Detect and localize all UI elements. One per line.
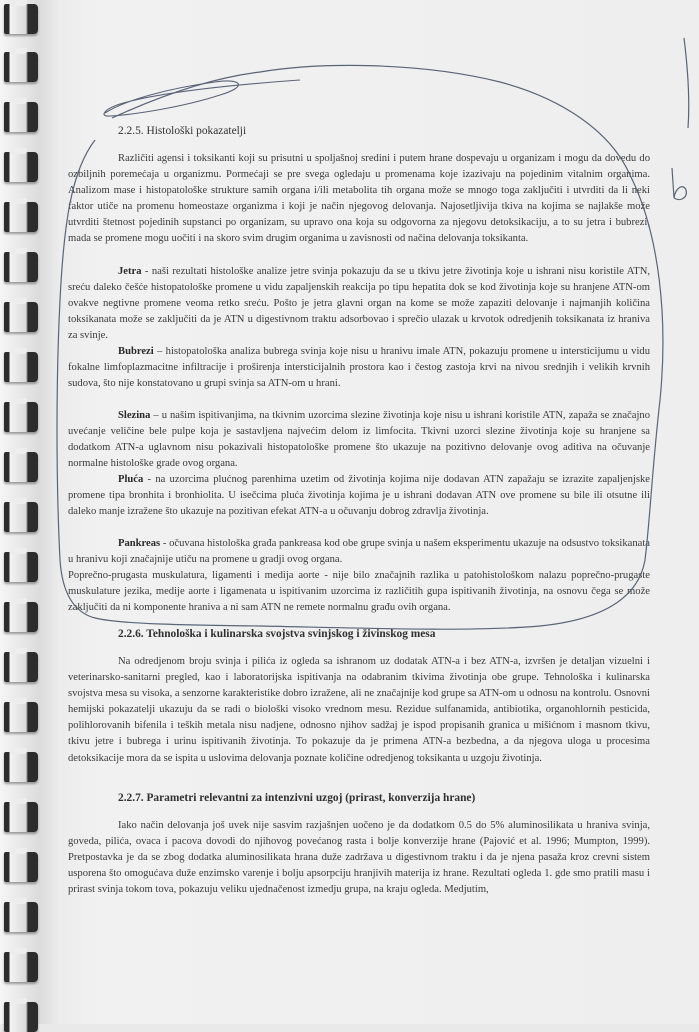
paragraph-text: - na uzorcima plućnog parenhima uzetim od životinja kojima nije dodavan ATN zapažaju se izrazite zapaljenjske promene tipa bronhita i bronhiolita. U isečcima pluća životinja kojima je u ishrani dodavan ATN ove promene su bile ili otsutne ili daleko manje izražene što ukazuje na pozitivan efekat ATN-a u očuvanju dobrog zdravlja životinja. [68, 474, 650, 518]
binding-ring [4, 952, 38, 982]
binding-ring [4, 452, 38, 482]
paragraph-parametri [68, 818, 650, 898]
keyword-pankreas: Pankreas [118, 538, 161, 549]
section-heading-2-2-5: 2.2.5. Histološki pokazatelji [118, 125, 247, 137]
paragraph-jetra [68, 264, 650, 344]
paragraph-tehnoloska [68, 654, 650, 767]
paragraph-text: Različiti agensi i toksikanti koji su prisutni u spoljašnoj sredini i putem hrane dospevaju u organizam i mogu da dovedu do ozbiljnih poremećaja u organizmu. Pormećaji se pre svega ogledaju u promenama koje izazivaju na pojedinim vitalnim organima. Analizom mase i histopatološke strukture samih organa i/ili metabolita tih organa može se mnogo toga zaključiti i utvrditi da li neki faktor utiče na promenu homeostaze organizma i koji je način njegovog delovanja. Najosetljivija tkiva na kojima se najlakše može utvrditi štetnost pojedinih supstanci po organizam, su upravo ona koja su odgovorna za njegovu detoksikaciju, a to su jetra i bubrezi, mada se promene mogu uočiti i na skoro svim drugim organima u zavisnosti od načina delovanja toksikanta. [68, 153, 650, 245]
keyword-jetra: Jetra [118, 266, 142, 277]
paragraph-text: - očuvana histološka građa pankreasa kod obe grupe svinja u našem eksperimentu ukazuje na odsustvo toksikanata u hranivu koji značajnije utiču na promene u gradji ovog organa. [68, 538, 650, 566]
paragraph-text: - naši rezultati histološke analize jetre svinja pokazuju da se u tkivu jetre životinja koje u ishrani nisu koristile ATN, sreću daleko češće histopatološke promene u vidu zapaljenskih reakcija po tipu hepatita dok se kod životinja koje su hranjene ATN-om ovakve negtivne promene veoma retko sreću. Pošto je jetra glavni organ na kome se može zapaziti delovanje i najmanjih količina toksikanata može se zaključiti da je ATN u digestivnom traktu adsorbovao i sprečio ulazak u krvotok odredjenih toksikanata iz hraniva za svinje. [68, 266, 650, 342]
section-heading-2-2-6: 2.2.6. Tehnološka i kulinarska svojstva svinjskog i živinskog mesa [118, 628, 436, 640]
binding-ring [4, 4, 38, 34]
binding-ring [4, 102, 38, 132]
binding-ring [4, 202, 38, 232]
binding-ring [4, 152, 38, 182]
binding-ring [4, 702, 38, 732]
binding-ring [4, 602, 38, 632]
paragraph-text: Poprečno-prugasta muskulatura, ligamenti i medija aorte - nije bilo značajnih razlika u patohistološkom nalazu poprečno-prugaste muskulature jezika, medije aorte i ligamenata u ispitivanim uzorcima iz različitih gupa ispitivanih životinja, na osnovu čega se može zaključiti da ni komponente hraniva a ni sam ATN ne remete normalnu građu ovih organa. [68, 570, 650, 614]
paragraph-muskulatura [68, 568, 650, 616]
binding-ring [4, 352, 38, 382]
binding-ring [4, 252, 38, 282]
keyword-bubrezi: Bubrezi [118, 346, 154, 357]
binding-ring [4, 852, 38, 882]
paragraph-text: Iako način delovanja još uvek nije sasvim razjašnjen uočeno je da dodatkom 0.5 do 5% aluminosilikata u hraniva svinja, goveda, pilića, ovaca i pacova dovodi do njihovog povećanog rasta i bolje konverzije hrane (Pajović et al. 1996; Mumpton, 1999). Pretpostavka je da se zbog dodatka aluminosilikata hrana duže zadržava u digestivnom traktu i da je njena pasaža kroz crevni sistem usporena što omogućava duže enzimsko varenje i bolju apsorpciju hranjivih materija iz hrane. Rezultati ogleda 1. gde smo pratili masu i prirast svinja tokom tova, pokazuju veliku ujednačenost izmedju grupa, na kraju ogleda. Medjutim, [68, 820, 650, 896]
paragraph-intro [68, 151, 650, 248]
paragraph-text: – u našim ispitivanjima, na tkivnim uzorcima slezine životinja koje nisu u ishrani koristile ATN, zapaža se značajno uvećanje veličine bele pulpe koja je sastavljena najvećim delom iz limfocita. Tkivni uzorci slezine životinja koje su hranjene sa dodatkom ATN-a uglavnom nisu pokazivali histopatološke promene što ukazuje na pozitivno delovanje ovog aditiva na očuvanje normalne histološke grade ovog organa. [68, 410, 650, 470]
keyword-slezina: Slezina [118, 410, 151, 421]
binding-ring [4, 1002, 38, 1032]
binding-ring [4, 502, 38, 532]
binding-ring [4, 752, 38, 782]
paragraph-text: – histopatološka analiza bubrega svinja koje nisu u hranivu imale ATN, pokazuju promene u intersticijumu u vidu fokalne limfoplazmacitne infiltracije i proširenja intersticijalnih prostora kao i čestog zastoja krvi na nivou srednjih i velikih krvnih sudova, što nije konstatovano u grupi svinja sa ATN-om u hrani. [68, 346, 650, 390]
paragraph-pluca [68, 472, 650, 520]
binding-ring [4, 802, 38, 832]
binding-ring [4, 652, 38, 682]
keyword-pluca: Pluća [118, 474, 144, 485]
binding-ring [4, 402, 38, 432]
spiral-binding [0, 0, 44, 1024]
paragraph-bubrezi [68, 344, 650, 392]
binding-ring [4, 302, 38, 332]
binding-ring [4, 552, 38, 582]
paragraph-pankreas [68, 536, 650, 568]
section-heading-2-2-7: 2.2.7. Parametri relevantni za intenzivni uzgoj (prirast, konverzija hrane) [118, 792, 476, 804]
binding-ring [4, 52, 38, 82]
binding-ring [4, 902, 38, 932]
paragraph-text: Na odredjenom broju svinja i pilića iz ogleda sa ishranom uz dodatak ATN-a i bez ATN-a, izvršen je detaljan vizuelni i veterinarsko-sanitarni pregled, kao i laboratorijska ispitivanja na odabranim tkivima životinja obe grupe. Tehnološka i kulinarska svojstva mesa su visoka, a senzorne karakteristike dobro izražene, ali ne značajnije kod grupe sa ATN-om u odnosu na kontrolu. Osnovni hemijski pokazatelji ukazuju da se radi o biološki visoko vrednom mesu. Rezidue sulfanamida, antibiotika, organohlornih pesticida, polihlorovanih bifenila i teških metala nisu nadjene, odnosno njihov sadžaj je ispod propisanih granica u mišićnom i masnom tkivu, tkivu jetre i bubrega i urinu ispitivanih životinja. To pokazuje da je primena ATN-a bezbedna, a da njegova uloga u procesima detoksikacije mora da se ispita u uslovima delovanja poznate količine odredjenog toksikanta u uzgoju životinja. [68, 656, 650, 764]
paragraph-slezina [68, 408, 650, 472]
